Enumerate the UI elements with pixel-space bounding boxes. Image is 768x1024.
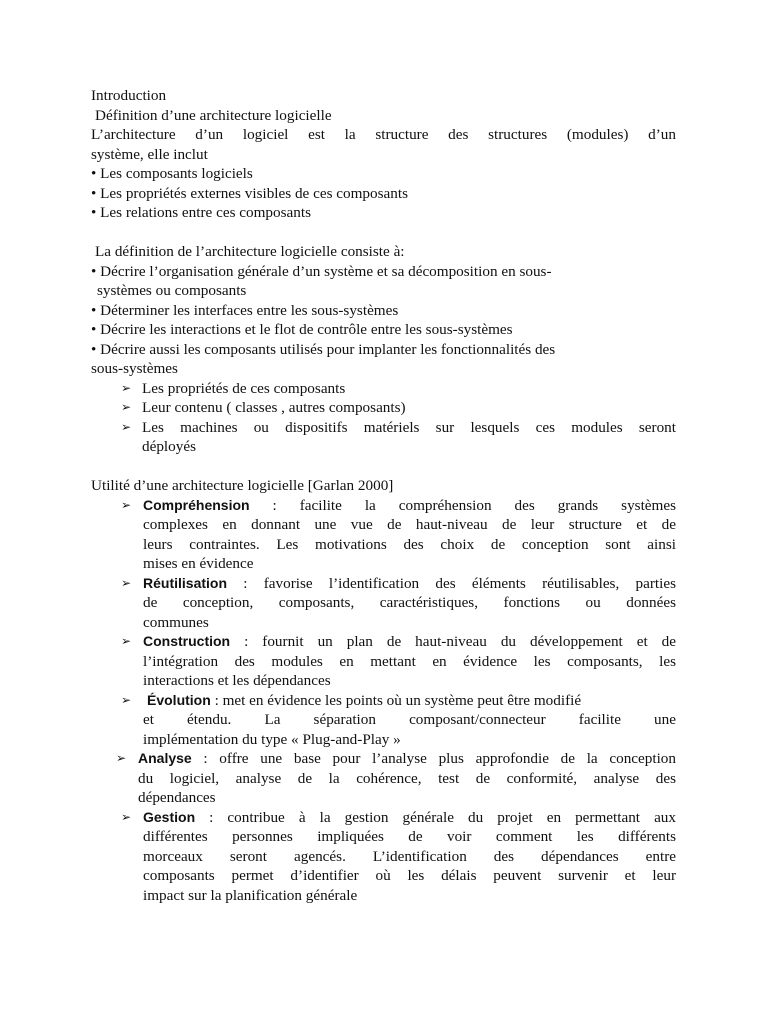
utility-heading: Utilité d’une architecture logicielle [Garlan 2000] bbox=[91, 477, 394, 494]
utility-line: différentes personnes impliquées de voir comment les différents bbox=[143, 828, 676, 845]
utility-text: : contribue à la gestion générale du projet en permettant aux bbox=[195, 808, 676, 826]
utility-item bbox=[91, 496, 676, 574]
utility-term: Réutilisation bbox=[143, 574, 228, 591]
bullet-item: • Décrire aussi les composants utilisés pour implanter les fonctionnalités des bbox=[91, 340, 556, 358]
utility-line: composants permet d’identifier où les délais peuvent survenir et leur bbox=[143, 867, 676, 884]
utility-line: implémentation du type « Plug-and-Play » bbox=[143, 730, 401, 748]
arrow-bullet-icon: ➢ bbox=[121, 400, 132, 414]
arrow-bullet-icon: ➢ bbox=[121, 809, 132, 824]
paragraph-gap bbox=[91, 457, 676, 477]
paragraph-gap bbox=[91, 223, 676, 243]
sub-list-text: Les machines ou dispositifs matériels sur lesquels ces modules seront bbox=[142, 418, 676, 436]
bullet-item-continuation: sous-systèmes bbox=[91, 360, 178, 377]
definition-lead: La définition de l’architecture logicielle consiste à: bbox=[95, 243, 405, 260]
intro-heading: Introduction bbox=[91, 87, 167, 104]
utility-line: mises en évidence bbox=[143, 555, 254, 572]
sub-list-text-continuation: déployés bbox=[142, 438, 196, 455]
utility-line bbox=[143, 574, 676, 594]
utility-line: du logiciel, analyse de la cohérence, test de conformité, analyse des bbox=[138, 769, 676, 787]
arrow-bullet-icon: ➢ bbox=[121, 575, 132, 590]
sub-list-text: Leur contenu ( classes , autres composants) bbox=[142, 399, 406, 416]
sub-list-text: Les propriétés de ces composants bbox=[142, 379, 346, 397]
definition-paragraph-line-2: système, elle inclut bbox=[91, 145, 208, 163]
arrow-bullet-icon: ➢ bbox=[121, 380, 132, 395]
bullet-item: • Les propriétés externes visibles de ces composants bbox=[91, 184, 408, 202]
utility-item bbox=[91, 691, 676, 750]
utility-text: : met en évidence les points où un système peut être modifié bbox=[210, 691, 582, 709]
arrow-bullet-icon: ➢ bbox=[116, 751, 127, 765]
utility-line bbox=[138, 749, 676, 769]
sub-list-item bbox=[91, 379, 676, 399]
utility-item bbox=[91, 574, 676, 633]
bullet-item: • Déterminer les interfaces entre les sous-systèmes bbox=[91, 301, 399, 319]
sub-list-item bbox=[91, 418, 676, 457]
utility-line bbox=[143, 691, 676, 711]
utility-item bbox=[91, 632, 676, 691]
utility-text: : offre une base pour l’analyse plus approfondie de la conception bbox=[191, 750, 676, 767]
utility-line: l’intégration des modules en mettant en évidence les composants, les bbox=[143, 652, 676, 670]
utility-line bbox=[143, 808, 676, 828]
arrow-bullet-icon: ➢ bbox=[121, 497, 132, 512]
utility-line: morceaux seront agencés. L’identification des dépendances entre bbox=[143, 847, 676, 865]
definition-subheading: Définition d’une architecture logicielle bbox=[95, 106, 332, 124]
utility-text: : fournit un plan de haut-niveau du développement et de bbox=[230, 633, 676, 650]
bullet-item: • Décrire les interactions et le flot de contrôle entre les sous-systèmes bbox=[91, 321, 513, 338]
utility-line: et étendu. La séparation composant/connecteur facilite une bbox=[143, 711, 676, 728]
definition-paragraph-line-1: L’architecture d’un logiciel est la structure des structures (modules) d’un bbox=[91, 126, 676, 143]
bullet-item: • Les composants logiciels bbox=[91, 165, 253, 182]
utility-term: Gestion bbox=[143, 808, 196, 825]
utility-line: leurs contraintes. Les motivations des choix de conception sont ainsi bbox=[143, 535, 676, 553]
utility-line: impact sur la planification générale bbox=[143, 886, 358, 904]
bullet-item: • Les relations entre ces composants bbox=[91, 204, 311, 221]
utility-line: interactions et les dépendances bbox=[143, 672, 331, 689]
utility-text: : favorise l’identification des éléments réutilisables, parties bbox=[227, 574, 676, 592]
utility-line bbox=[143, 496, 676, 516]
utility-line: de conception, composants, caractéristiques, fonctions ou données bbox=[143, 594, 676, 611]
document-body bbox=[91, 86, 676, 905]
utility-line bbox=[143, 632, 676, 652]
utility-line: dépendances bbox=[138, 789, 216, 806]
utility-line: complexes en donnant une vue de haut-niveau de leur structure et de bbox=[143, 516, 676, 533]
arrow-bullet-icon: ➢ bbox=[121, 419, 132, 434]
utility-text: : facilite la compréhension des grands systèmes bbox=[249, 496, 676, 514]
arrow-bullet-icon: ➢ bbox=[121, 634, 132, 648]
utility-item bbox=[91, 808, 676, 906]
utility-term: Compréhension bbox=[143, 496, 250, 513]
utility-line: communes bbox=[143, 613, 209, 631]
bullet-item: • Décrire l’organisation générale d’un système et sa décomposition en sous- bbox=[91, 262, 552, 280]
utility-term: Évolution bbox=[147, 691, 211, 708]
utility-term: Analyse bbox=[138, 750, 192, 766]
utility-item bbox=[91, 749, 676, 808]
utility-term: Construction bbox=[143, 633, 231, 649]
arrow-bullet-icon: ➢ bbox=[121, 692, 132, 707]
bullet-item-continuation: systèmes ou composants bbox=[97, 282, 247, 299]
sub-list-item bbox=[91, 398, 676, 418]
